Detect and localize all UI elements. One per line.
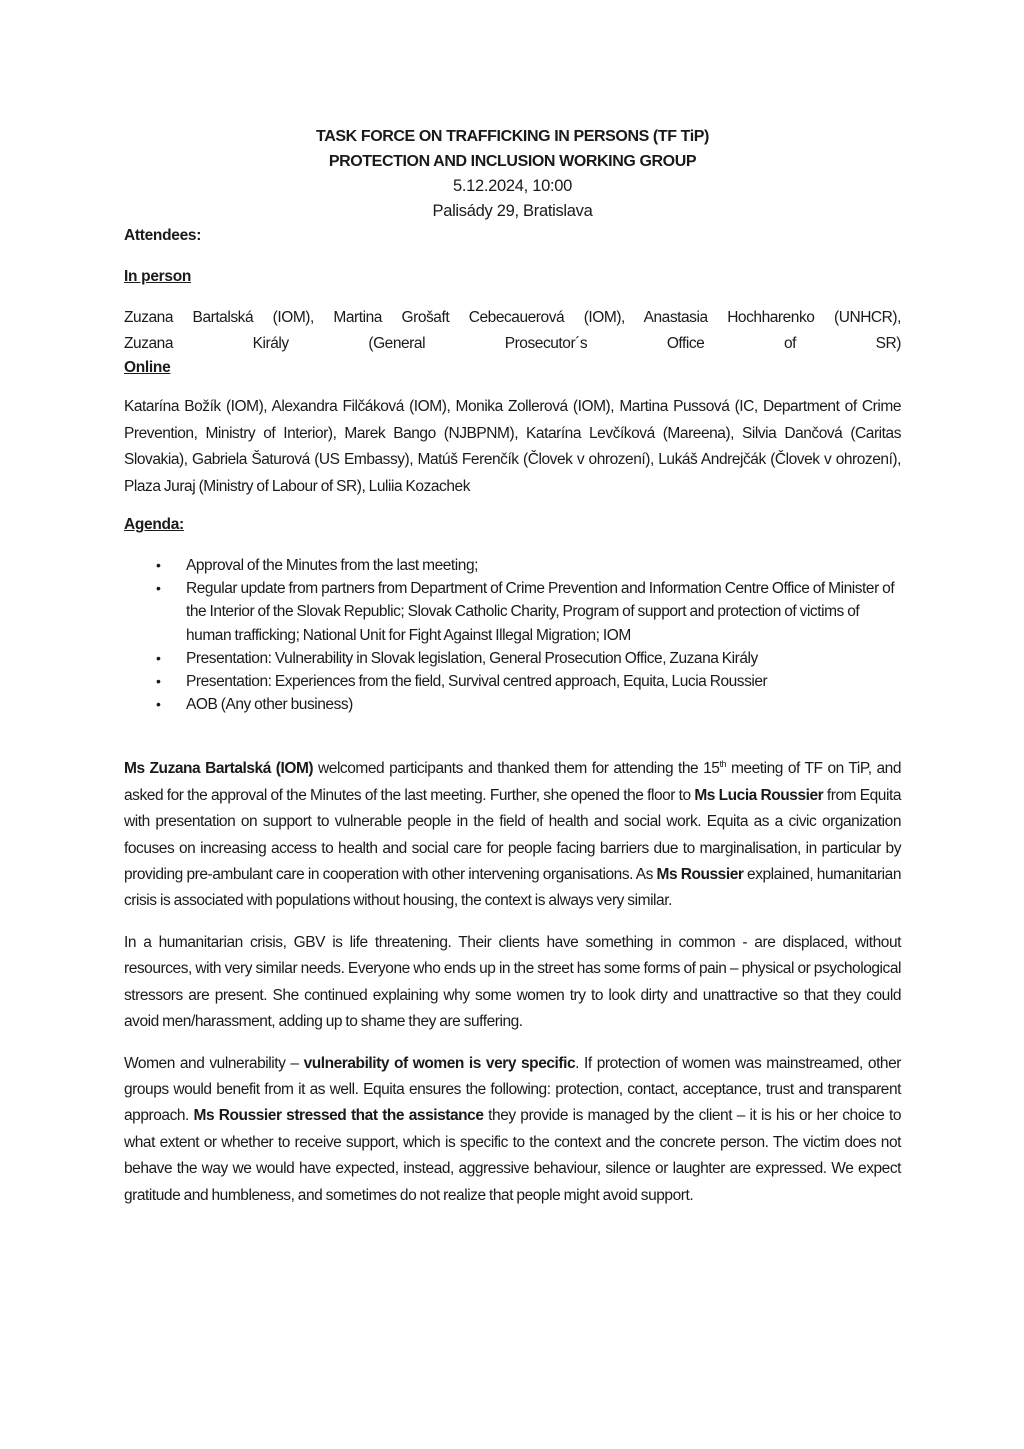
document-title-line1: TASK FORCE ON TRAFFICKING IN PERSONS (TF TiP) bbox=[316, 128, 709, 145]
agenda-list bbox=[124, 554, 901, 716]
online-attendees: Katarína Božík (IOM), Alexandra Filčáková (IOM), Monika Zollerová (IOM), Martina Pussová (IC, Department of Crime Prevention, Ministry of Interior), Marek Bango (NJBPNM), Katarína Levčíková (Mareena), Silvia Dančová (Caritas Slovakia), Gabriela Šaturová (US Embassy), Matúš Ferenčík (Človek v ohrození), Lukáš Andrejčák (Človek v ohrození), Plaza Juraj (Ministry of Labour of SR), Luliia Kozachek bbox=[124, 398, 901, 495]
paragraph-welcome: Ms Zuzana Bartalská (IOM) welcomed participants and thanked them for attending the 15th meeting of TF on TiP, and asked for the approval of the Minutes of the last meeting. Further, she opened the floor to Ms Lucia Roussier from Equita with presentation on support to vulnerable people in the field of health and social work. Equita as a civic organization focuses on increasing access to health and social care for people facing barriers due to marginalisation, in particular by providing pre-ambulant care in cooperation with other intervening organisations. As Ms Roussier explained, humanitarian crisis is associated with populations without housing, the context is always very similar. bbox=[124, 759, 902, 910]
bullet-icon: • bbox=[156, 557, 161, 574]
agenda-item: • Presentation: Experiences from the field, Survival centred approach, Equita, Lucia Roussier bbox=[186, 670, 901, 693]
agenda-item: • Regular update from partners from Department of Crime Prevention and Information Centre Office of Minister of the Interior of the Slovak Republic; Slovak Catholic Charity, Program of support and protection of victims of human trafficking; National Unit for Fight Against Illegal Migration; IOM bbox=[186, 577, 901, 647]
bullet-icon: • bbox=[156, 580, 161, 597]
bullet-icon: • bbox=[156, 673, 161, 690]
agenda-label: Agenda: bbox=[124, 516, 184, 534]
in-person-list bbox=[124, 305, 901, 357]
bullet-icon: • bbox=[156, 649, 161, 666]
in-person-line-1: Zuzana Bartalská (IOM), Martina Grošaft Cebecauerová (IOM), Anastasia Hochharenko (UNHCR), bbox=[124, 309, 901, 326]
attendees-label: Attendees: bbox=[124, 227, 202, 244]
paragraph-humanitarian-crisis: In a humanitarian crisis, GBV is life threatening. Their clients have something in common - are displaced, without resources, with very similar needs. Everyone who ends up in the street has some forms of pain – physical or psychological stressors are present. She continued explaining why some women try to look dirty and unattractive so that they could avoid men/harassment, adding up to shame they are suffering. bbox=[124, 933, 901, 1031]
meeting-location: Palisády 29, Bratislava bbox=[432, 202, 593, 220]
bullet-icon: • bbox=[156, 696, 161, 713]
online-label: Online bbox=[124, 359, 171, 377]
in-person-label: In person bbox=[124, 268, 192, 285]
paragraph-women-vulnerability: Women and vulnerability – vulnerability of women is very specific. If protection of women was mainstreamed, other groups would benefit from it as well. Equita ensures the following: protection, contact, acceptance, trust and transparent approach. Ms Roussier stressed that the assistance they provide is managed by the client – it is his or her choice to what extent or whether to receive support, which is specific to the context and the concrete person. The victim does not behave the way we would have expected, instead, aggressive behaviour, silence or laughter are expressed. We expect gratitude and humbleness, and sometimes do not realize that people might avoid support. bbox=[124, 1054, 901, 1204]
in-person-line-2: Zuzana Király (General Prosecutor´s Office of SR) bbox=[124, 335, 901, 353]
document-title-line2: PROTECTION AND INCLUSION WORKING GROUP bbox=[328, 153, 697, 170]
meeting-datetime: 5.12.2024, 10:00 bbox=[452, 177, 573, 195]
document-page bbox=[124, 124, 901, 1209]
agenda-item: • Presentation: Vulnerability in Slovak legislation, General Prosecution Office, Zuzana Király bbox=[186, 647, 901, 670]
agenda-item: • AOB (Any other business) bbox=[186, 693, 901, 716]
agenda-item: • Approval of the Minutes from the last meeting; bbox=[186, 554, 901, 577]
